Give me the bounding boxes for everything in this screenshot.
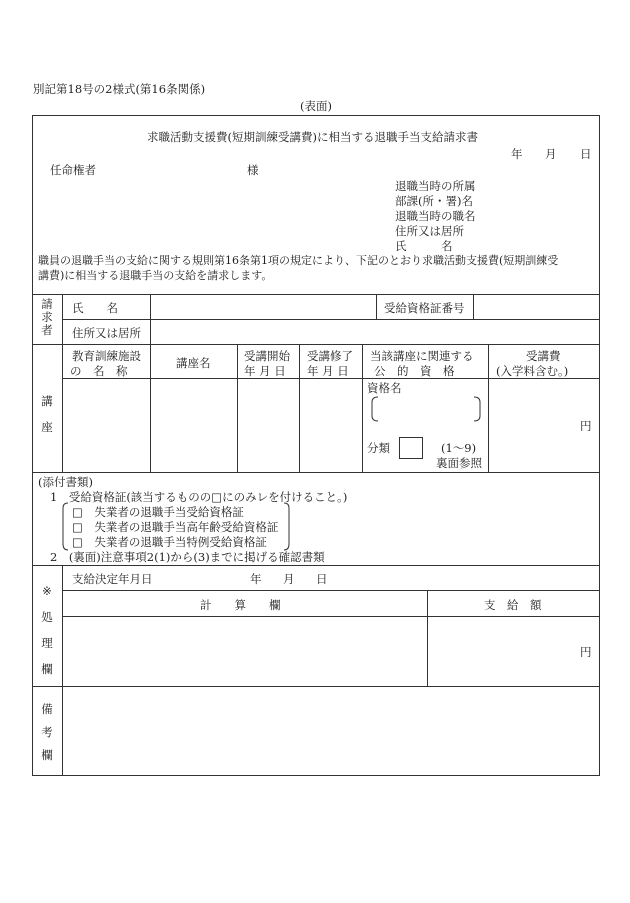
- start-date-field[interactable]: [239, 380, 298, 470]
- divider: [376, 294, 377, 319]
- remarks-section-label: 備 考 欄: [41, 702, 53, 762]
- divider: [32, 565, 600, 566]
- divider: [62, 294, 63, 472]
- attachment-option[interactable]: □ 失業者の退職手当特例受給資格証: [72, 535, 267, 549]
- header-start-2: 年 月 日: [244, 364, 286, 378]
- bracket-icon: [370, 396, 482, 422]
- appointer-honorific: 様: [247, 163, 259, 177]
- form-title: 求職活動支援費(短期訓練受講費)に相当する退職手当支給請求書: [147, 130, 478, 144]
- fee-yen: 円: [580, 419, 592, 433]
- calc-field[interactable]: [64, 618, 426, 684]
- divider: [32, 294, 600, 295]
- amount-field[interactable]: [429, 618, 597, 684]
- date-month[interactable]: 月: [545, 147, 557, 161]
- claimant-section-label: 請 求 者: [41, 297, 53, 337]
- attachments-item1: 1 受給資格証(該当するものの□にのみレを付けること。): [50, 490, 348, 504]
- divider: [488, 344, 489, 472]
- processing-section-label: ※ 処 理 欄: [41, 584, 53, 676]
- request-text-2: 講費)に相当する退職手当の支給を請求します。: [38, 269, 273, 282]
- frame-bottom: [32, 775, 600, 776]
- address-field[interactable]: [152, 321, 597, 343]
- applicant-line: 退職当時の職名: [395, 209, 476, 223]
- divider: [362, 344, 363, 472]
- header-course-name: 講座名: [176, 356, 211, 370]
- facility-field[interactable]: [64, 380, 149, 470]
- qual-name-field[interactable]: [370, 396, 482, 422]
- cert-no-label: 受給資格証番号: [384, 301, 465, 315]
- divider: [62, 565, 63, 775]
- attachments-item2: 2 (裏面)注意事項2(1)から(3)までに掲げる確認書類: [50, 550, 325, 564]
- amount-label: 支 給 額: [484, 598, 542, 612]
- divider: [62, 319, 600, 320]
- divider: [427, 590, 428, 686]
- applicant-line: 住所又は居所: [395, 224, 464, 238]
- divider: [62, 590, 600, 591]
- side-label: (表面): [300, 99, 332, 113]
- header-facility-2: の 名 称: [70, 364, 128, 378]
- attachment-option[interactable]: □ 失業者の退職手当受給資格証: [72, 505, 244, 519]
- divider: [150, 344, 151, 472]
- divider: [32, 344, 600, 345]
- course-name-field[interactable]: [152, 380, 236, 470]
- name-field[interactable]: [152, 296, 374, 318]
- qual-name-label: 資格名: [367, 381, 402, 395]
- header-facility-1: 教育訓練施設: [72, 349, 141, 363]
- attachment-option[interactable]: □ 失業者の退職手当高年齢受給資格証: [72, 520, 279, 534]
- header-start-1: 受講開始: [244, 349, 290, 363]
- calc-label: 計 算 欄: [200, 598, 281, 612]
- divider: [237, 344, 238, 472]
- divider: [150, 294, 151, 344]
- header-fee-1: 受講費: [526, 349, 561, 363]
- header-qualification-1: 当該講座に関連する: [370, 349, 474, 363]
- decision-date-label: 支給決定年月日: [72, 572, 153, 586]
- divider: [32, 686, 600, 687]
- remarks-field[interactable]: [64, 688, 597, 773]
- applicant-line: 退職当時の所属: [395, 179, 476, 193]
- address-label: 住所又は居所: [72, 326, 141, 340]
- appointer-label: 任命権者: [50, 163, 96, 177]
- divider: [62, 616, 600, 617]
- class-label: 分類: [367, 441, 390, 455]
- class-ref: 裏面参照: [436, 456, 482, 470]
- request-text-1: 職員の退職手当の支給に関する規則第16条第1項の規定により、下記のとおり求職活動支援費(短期訓練受: [38, 254, 559, 267]
- divider: [473, 294, 474, 319]
- attachments-heading: (添付書類): [38, 475, 93, 489]
- frame-left: [32, 115, 33, 776]
- applicant-line: 氏 名: [395, 239, 453, 253]
- applicant-line: 部課(所・署)名: [395, 194, 473, 208]
- decision-day[interactable]: 日: [316, 572, 328, 586]
- decision-year[interactable]: 年: [250, 572, 262, 586]
- header-fee-2: (入学料含む。): [496, 364, 569, 378]
- name-label: 氏 名: [72, 301, 118, 315]
- divider: [299, 344, 300, 472]
- header-end-2: 年 月 日: [307, 364, 349, 378]
- date-day[interactable]: 日: [580, 147, 592, 161]
- cert-no-field[interactable]: [475, 296, 597, 318]
- end-date-field[interactable]: [301, 380, 361, 470]
- class-range: (1〜9): [441, 441, 477, 455]
- date-year[interactable]: 年: [511, 147, 523, 161]
- amount-yen: 円: [580, 645, 592, 659]
- header-qualification-2: 公 的 資 格: [374, 364, 455, 378]
- header-end-1: 受講修了: [307, 349, 353, 363]
- course-section-label: 講 座: [41, 394, 53, 434]
- divider: [32, 472, 600, 473]
- frame-right: [599, 115, 600, 776]
- form-id: 別記第18号の2様式(第16条関係): [33, 82, 206, 96]
- decision-month[interactable]: 月: [283, 572, 295, 586]
- class-checkbox[interactable]: [399, 437, 423, 459]
- frame-top: [32, 115, 600, 116]
